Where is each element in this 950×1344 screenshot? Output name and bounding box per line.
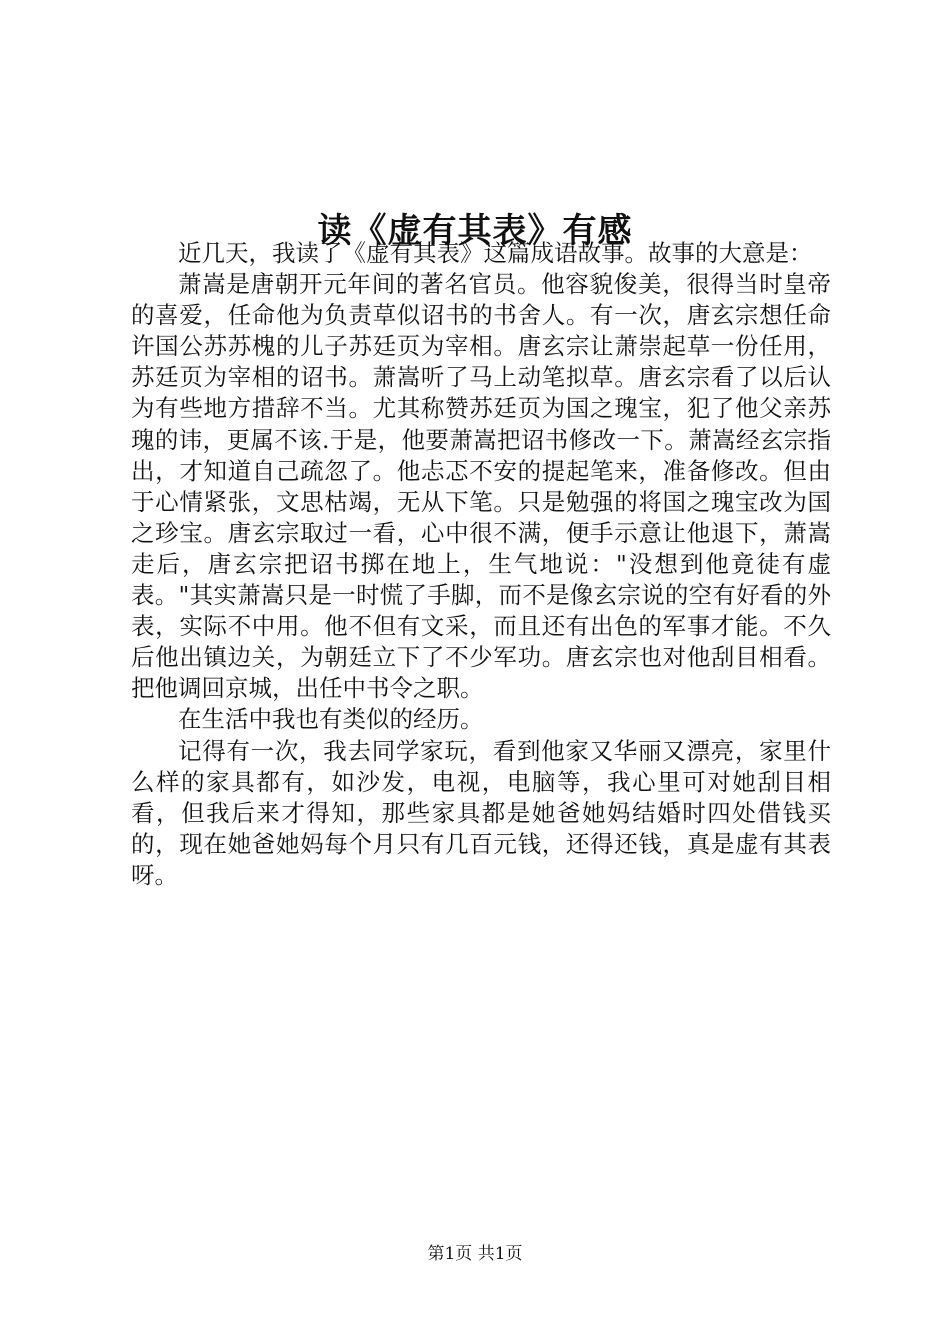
paragraph-experience: 记得有一次，我去同学家玩，看到他家又华丽又漂亮，家里什么样的家具都有，如沙发，电视，电脑等，我心里可对她刮目相看，但我后来才得知，那些家具都是她爸她妈结婚时四处借钱买的，现在她爸她妈每个月只有几百元钱，还得还钱，真是虚有其表呀。 <box>131 736 831 889</box>
document-title: 读《虚有其表》有感 <box>317 210 633 251</box>
paragraph-intro: 近几天，我读了《虚有其表》这篇成语故事。故事的大意是： <box>178 239 813 267</box>
page-footer: 第1页 共1页 <box>427 1244 523 1264</box>
document-body <box>131 238 831 891</box>
paragraph-transition: 在生活中我也有类似的经历。 <box>178 705 484 734</box>
paragraph-story: 萧嵩是唐朝开元年间的著名官员。他容貌俊美，很得当时皇帝的喜爱，任命他为负责草似诏书的书舍人。有一次，唐玄宗想任命许国公苏苏槐的儿子苏廷页为宰相。唐玄宗让萧崇起草一份任用，苏廷页为宰相的诏书。萧嵩听了马上动笔拟草。唐玄宗看了以后认为有些地方措辞不当。尤其称赞苏廷页为国之瑰宝，犯了他父亲苏瑰的讳，更属不该.于是，他要萧嵩把诏书修改一下。萧嵩经玄宗指出，才知道自己疏忽了。他忐忑不安的提起笔来，准备修改。但由于心情紧张，文思枯竭，无从下笔。只是勉强的将国之瑰宝改为国之珍宝。唐玄宗取过一看，心中很不满，便手示意让他退下，萧嵩走后，唐玄宗把诏书掷在地上，生气地说："没想到他竟徒有虚表。"其实萧嵩只是一时慌了手脚，而不是像玄宗说的空有好看的外表，实际不中用。他不但有文采，而且还有出色的军事才能。不久后他出镇边关，为朝廷立下了不少军功。唐玄宗也对他刮目相看。把他调回京城，出任中书令之职。 <box>131 270 831 703</box>
